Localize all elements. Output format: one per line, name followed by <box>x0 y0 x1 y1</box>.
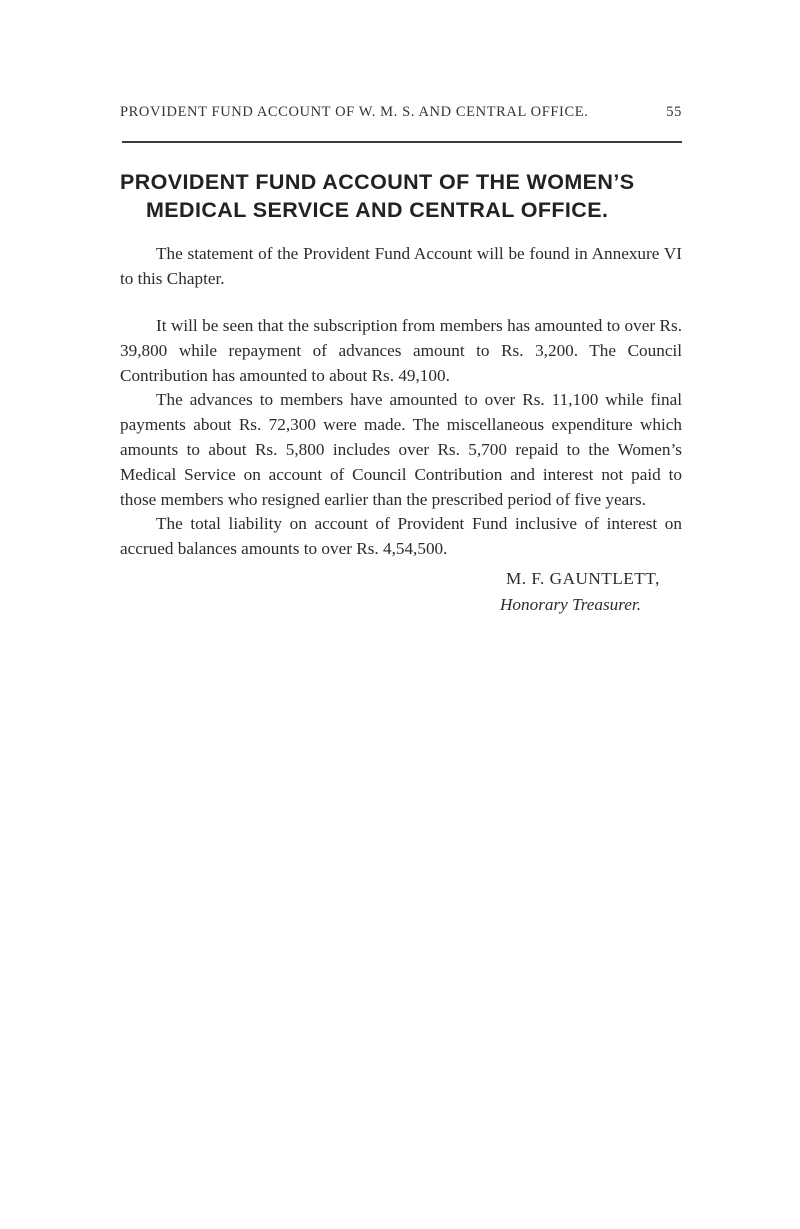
running-header-title: PROVIDENT FUND ACCOUNT OF W. M. S. AND CENTRAL OFFICE. <box>120 104 589 120</box>
page-number: 55 <box>666 104 682 120</box>
paragraph-advances-payments: The advances to members have amounted to over Rs. 11,100 while final payments about Rs. 72,300 were made. The miscellaneous expenditure which amounts to about Rs. 5,800 includes over Rs. 5,700 repaid to the Women’s Medical Service on account of Council Contribution and interest not paid to those members who resigned earlier than the prescribed period of five years. <box>120 390 682 509</box>
signatory-name: M. F. GAUNTLETT, <box>506 569 660 588</box>
paragraph-annexure-reference: The statement of the Provident Fund Account will be found in Annexure VI to this Chapter. <box>120 244 682 288</box>
paragraph-subscriptions: It will be seen that the subscription from members has amounted to over Rs. 39,800 while repayment of advances amount to Rs. 3,200. The Council Contribution has amounted to about Rs. 49,100. <box>120 316 682 385</box>
section-title-line-1: PROVIDENT FUND ACCOUNT OF THE WOMEN’S <box>120 170 635 194</box>
paragraph-total-liability: The total liability on account of Provident Fund inclusive of interest on accrued balances amounts to over Rs. 4,54,500. <box>120 514 682 558</box>
running-header <box>120 104 682 121</box>
signatory-title: Honorary Treasurer. <box>500 595 642 614</box>
header-rule <box>122 141 682 143</box>
signature-block <box>500 566 710 618</box>
section-title <box>120 168 720 224</box>
section-title-line-2: MEDICAL SERVICE AND CENTRAL OFFICE. <box>146 198 609 222</box>
